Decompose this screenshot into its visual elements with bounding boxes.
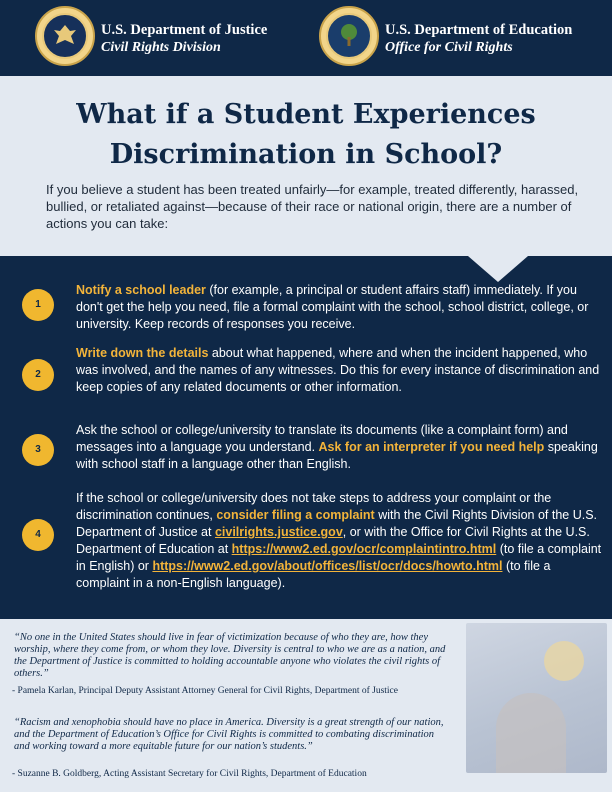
quote-2-attribution: - Suzanne B. Goldberg, Acting Assistant Secretary for Civil Rights, Department of Education xyxy=(12,769,367,779)
step-2-badge: 2 xyxy=(22,359,54,391)
step-1-body: (for example, a principal or student affairs staff) immediately. If you don't get the help you need, file a formal complaint with the school, school district, college, or university. Keep records of responses you receive. xyxy=(76,283,589,331)
step-4-body-end: (to file a complaint in a non-English language). xyxy=(76,559,551,590)
ed-agency xyxy=(385,22,572,56)
step-2-text xyxy=(76,345,604,396)
step-4-badge: 4 xyxy=(22,519,54,551)
doj-agency xyxy=(101,22,267,56)
step-4-body-mid2: , or with the Office for Civil Rights at the U.S. Department of Education at xyxy=(76,525,590,556)
header-banner xyxy=(0,0,612,76)
doj-dept-name: U.S. Department of Justice xyxy=(101,22,268,38)
step-1-text xyxy=(76,282,604,333)
step-3-body-start: Ask the school or college/university to translate its documents (like a complaint form) and messages into a language you understand. xyxy=(76,423,568,454)
step-4-highlight: consider filing a complaint xyxy=(216,508,375,522)
step-4-body-start: If the school or college/university does not take steps to address your complaint or the discrimination continues, xyxy=(76,491,552,522)
page-title xyxy=(0,95,612,175)
title-line-2: Discrimination in School? xyxy=(109,139,503,170)
step-3-badge: 3 xyxy=(22,434,54,466)
intro-paragraph: If you believe a student has been treated unfairly—for example, treated differently, harassed, bullied, or retaliated against—because of their race or national origin, there are a number of actions you can take: xyxy=(46,182,579,231)
ocr-english-complaint-link[interactable]: https://www2.ed.gov/ocr/complaintintro.html xyxy=(231,542,497,556)
title-line-1: What if a Student Experiences xyxy=(76,99,536,130)
callout-pointer xyxy=(468,256,528,282)
doj-seal-icon xyxy=(35,6,95,66)
ocr-non-english-complaint-link[interactable]: https://www2.ed.gov/about/offices/list/ocr/docs/howto.html xyxy=(152,559,503,573)
ed-seal-icon xyxy=(319,6,379,66)
doj-division-name: Civil Rights Division xyxy=(101,40,221,55)
step-4-text xyxy=(76,490,604,592)
step-1-badge: 1 xyxy=(22,289,54,321)
quote-1: “No one in the United States should live in fear of victimization because of who they are, how they worship, where they come from, or whom they love. Diversity is central to who we are as a nation, and the Department of Justice is committed to holding accountable anyone who violates the civil rights of others.” xyxy=(14,632,446,679)
ed-dept-name: U.S. Department of Education xyxy=(385,22,573,38)
step-3-text xyxy=(76,422,604,473)
step-3-body-end: speaking with school staff in a language other than English. xyxy=(76,440,598,471)
decorative-photo xyxy=(466,623,607,773)
step-2-body: about what happened, where and when the incident happened, who was involved, and the names of any witnesses. Do this for every instance of discrimination and keep copies of any related documents or other information. xyxy=(76,346,600,394)
quote-2: “Racism and xenophobia should have no place in America. Diversity is a great strength of our nation, and the Department of Education’s Office for Civil Rights is committed to combating discrimination and working toward a more equitable future for our nation’s students.” xyxy=(14,717,444,752)
step-3-highlight: Ask for an interpreter if you need help xyxy=(318,440,545,454)
doj-complaint-link[interactable]: civilrights.justice.gov xyxy=(214,525,343,539)
step-1-highlight: Notify a school leader xyxy=(76,283,206,297)
quote-1-attribution: - Pamela Karlan, Principal Deputy Assistant Attorney General for Civil Rights, Department of Justice xyxy=(12,686,398,696)
ed-division-name: Office for Civil Rights xyxy=(385,40,513,55)
step-2-highlight: Write down the details xyxy=(76,346,209,360)
step-4-body-mid1: with the Civil Rights Division of the U.S. Department of Justice at xyxy=(76,508,598,539)
step-4-body-mid3: (to file a complaint in English) or xyxy=(76,542,602,573)
